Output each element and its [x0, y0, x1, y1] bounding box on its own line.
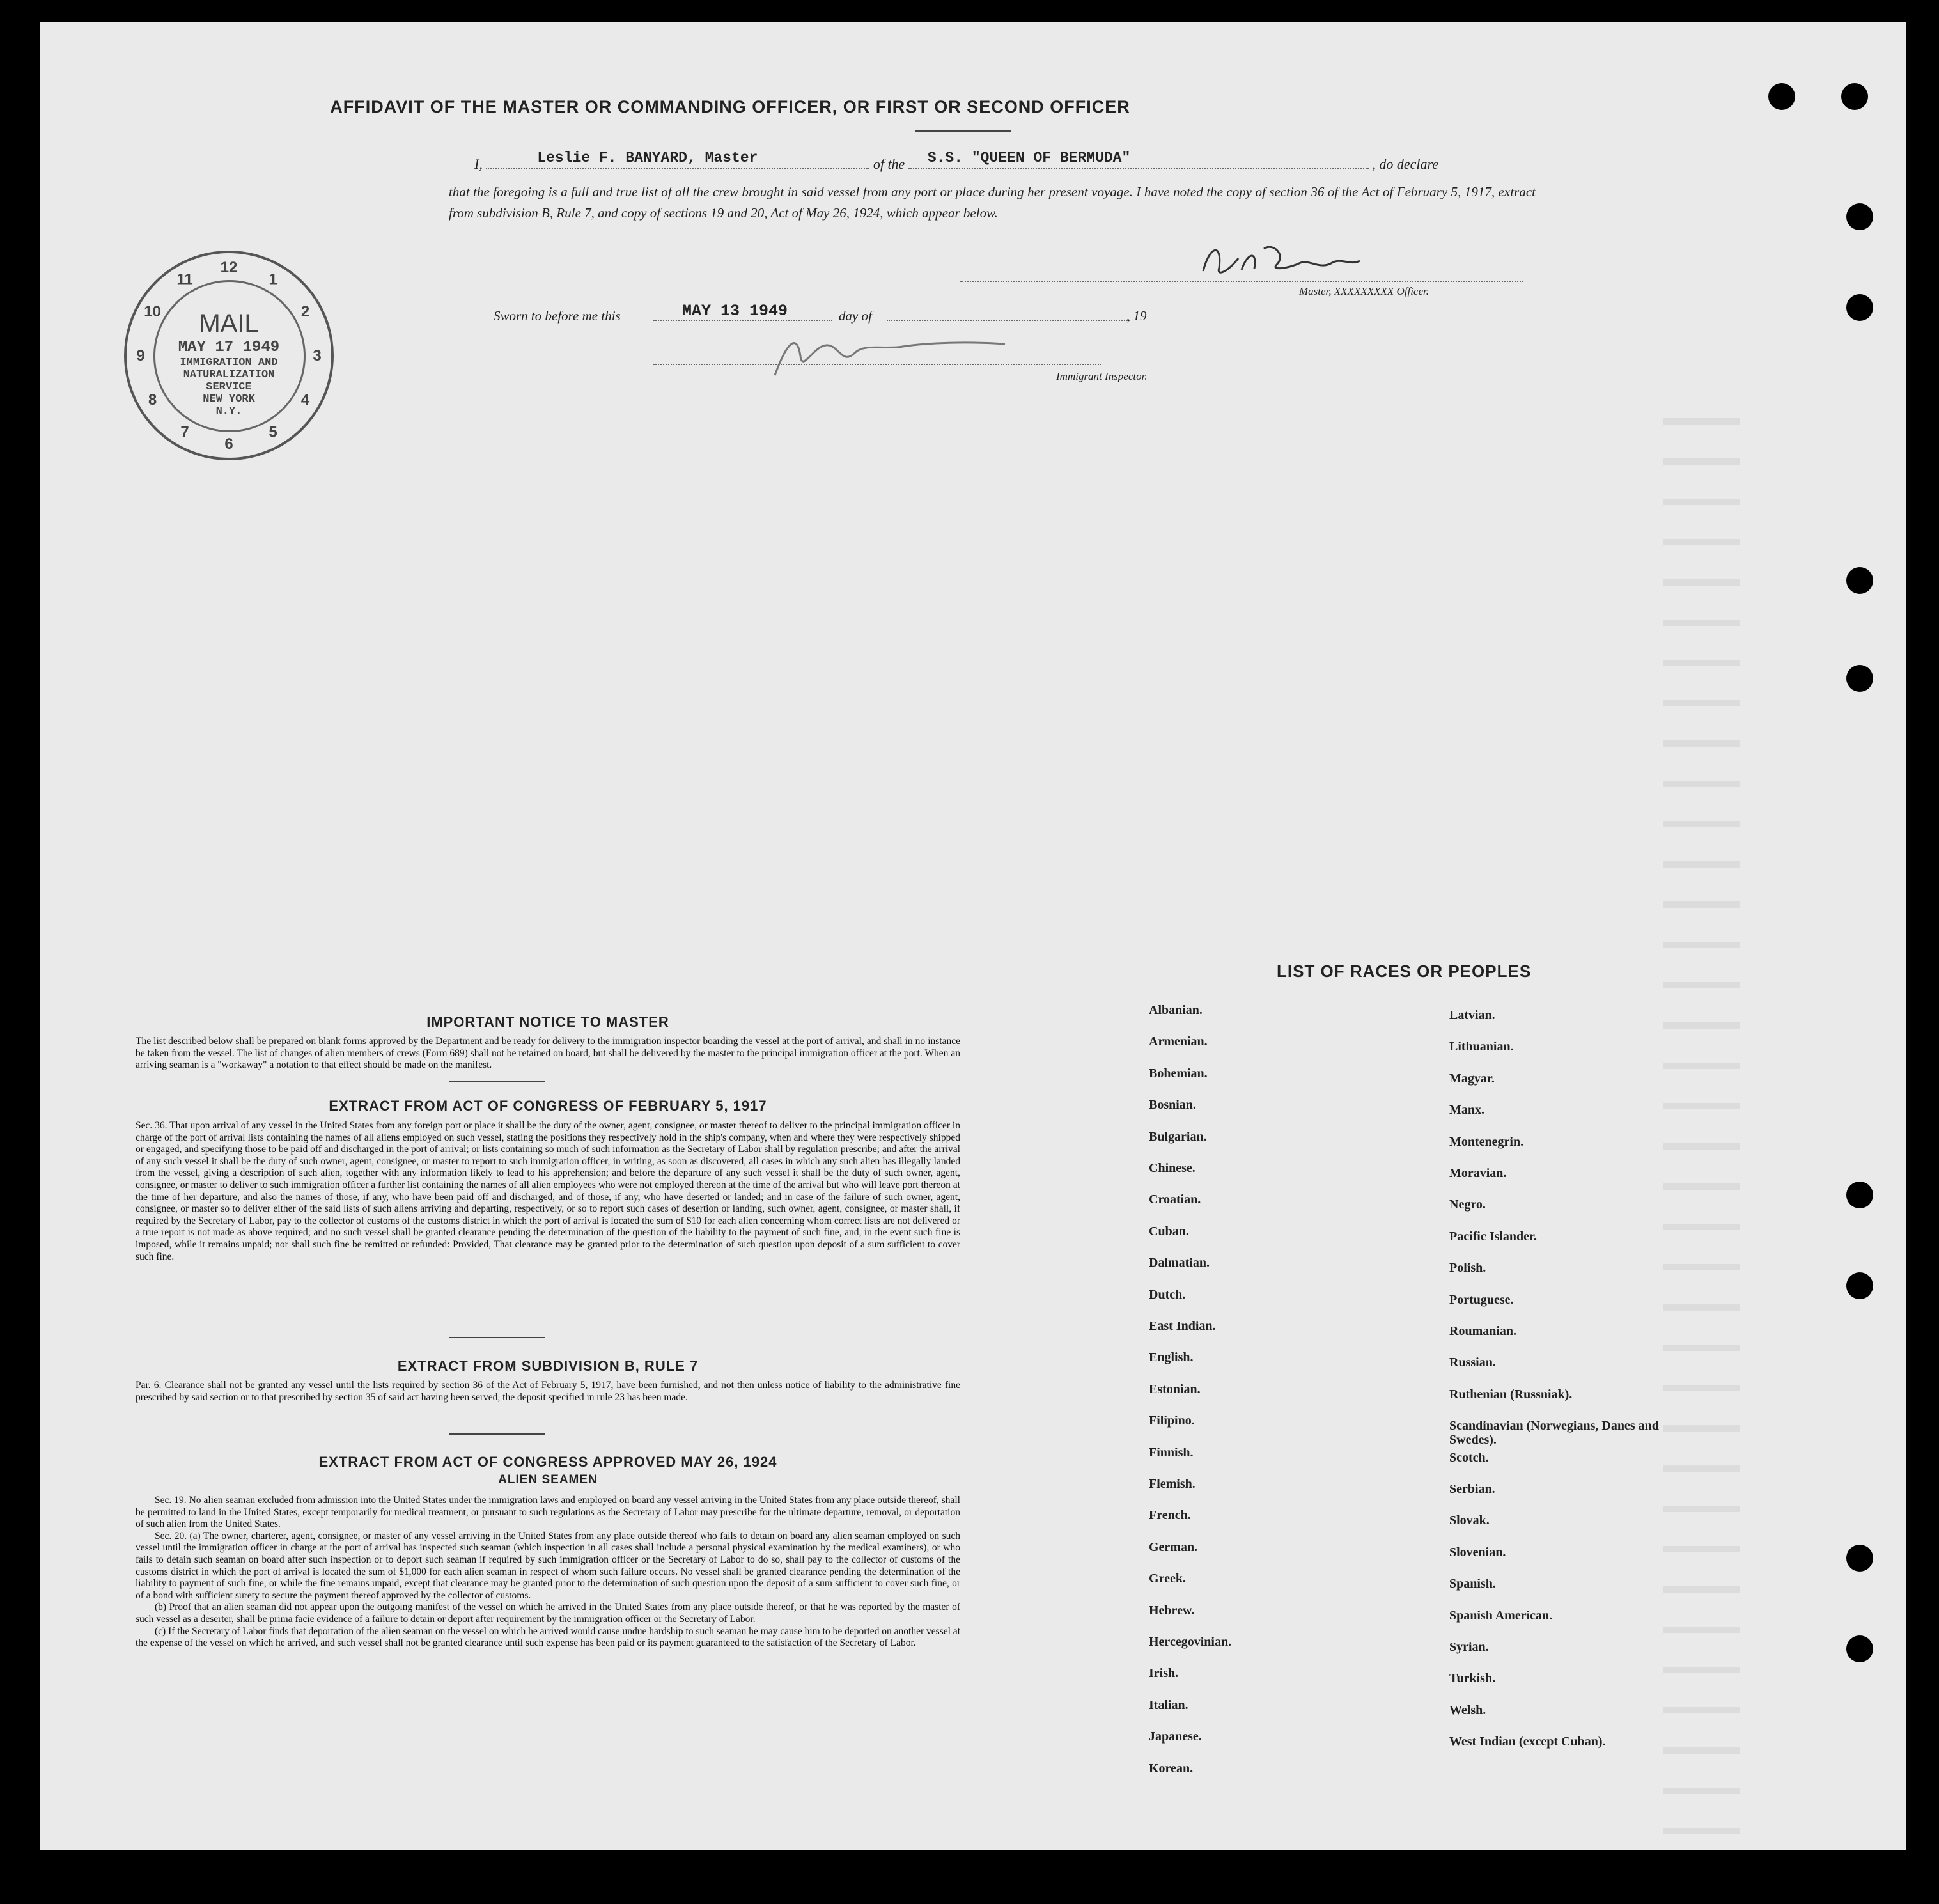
- race-item: Hebrew.: [1149, 1603, 1195, 1618]
- race-item: Negro.: [1449, 1198, 1486, 1212]
- stamp-agency: [127, 357, 331, 417]
- stamp-line-2: NATURALIZATION: [183, 369, 275, 381]
- race-item: Welsh.: [1449, 1703, 1486, 1717]
- mail-stamp: [124, 251, 334, 460]
- punch-hole: [1846, 665, 1873, 692]
- stamp-clock-number: 12: [220, 259, 238, 276]
- race-item: Finnish.: [1149, 1445, 1194, 1460]
- race-item: Korean.: [1149, 1761, 1194, 1775]
- extract-1924-sec20b: (b) Proof that an alien seaman did not appear upon the outgoing manifest of the vessel on which he arrived in the United States from any place outside thereof, or that he was reported by the master of such vessel as a deserter, shall be prima facie evidence of a failure to detain or deport after requirement by the immigration officer or the Secretary of Labor.: [136, 1602, 960, 1625]
- extract-rule7-title: EXTRACT FROM SUBDIVISION B, RULE 7: [397, 1358, 699, 1374]
- stamp-clock-number: 2: [300, 303, 310, 320]
- race-item: English.: [1149, 1350, 1194, 1365]
- bleed-mark: [1663, 1183, 1740, 1190]
- declaration-line: [474, 150, 1536, 173]
- declaration-body: that the foregoing is a full and true list of all the crew brought in said vessel from any port or place during her present voyage. I have noted the copy of section 36 of the Act of February 5, 1917, extract from subdivision B, Rule 7, and copy of sections 19 and 20, Act of May 26, 1924, which appear below.: [449, 184, 1536, 221]
- stamp-clock-number: 9: [136, 347, 145, 364]
- bleed-mark: [1663, 700, 1740, 706]
- stamp-line-3: SERVICE: [206, 381, 252, 393]
- punch-hole: [1846, 1635, 1873, 1662]
- race-item: Spanish.: [1449, 1577, 1496, 1591]
- race-item: Croatian.: [1149, 1192, 1201, 1207]
- master-name: Leslie F. BANYARD, Master: [537, 150, 758, 166]
- bleed-mark: [1663, 1345, 1740, 1351]
- bleed-mark: [1663, 418, 1740, 425]
- stamp-mail-word: MAIL: [199, 309, 259, 338]
- master-signature-scribble: [1126, 239, 1484, 284]
- sworn-date: MAY 13 1949: [682, 302, 788, 320]
- punch-hole: [1846, 203, 1873, 230]
- races-title: LIST OF RACES OR PEOPLES: [1277, 962, 1532, 981]
- race-item: Moravian.: [1449, 1166, 1507, 1180]
- divider-1: [449, 1081, 545, 1082]
- race-item: Magyar.: [1449, 1071, 1495, 1086]
- bleed-mark: [1663, 1788, 1740, 1794]
- punch-hole: [1841, 83, 1868, 110]
- race-item: East Indian.: [1149, 1319, 1216, 1333]
- race-item: Estonian.: [1149, 1382, 1201, 1396]
- race-item: Dalmatian.: [1149, 1256, 1210, 1270]
- race-item: Manx.: [1449, 1103, 1484, 1118]
- race-item: Turkish.: [1449, 1671, 1496, 1686]
- bleed-mark: [1663, 861, 1740, 868]
- sworn-label: Sworn to before me this: [494, 308, 621, 324]
- day-of-field: [887, 320, 1130, 321]
- bleed-mark: [1663, 1828, 1740, 1834]
- bleed-mark: [1663, 660, 1740, 666]
- stamp-date: MAY 17 1949: [178, 339, 280, 356]
- vessel-name-field: [908, 150, 1369, 169]
- race-item: Syrian.: [1449, 1640, 1489, 1654]
- declaration-of-the: of the: [873, 156, 905, 172]
- extract-rule7-body: Par. 6. Clearance shall not be granted any vessel until the lists required by section 36 of the Act of February 5, 1917, have been furnished, and not then unless notice of liability to the administrative fine prescribed by said section or to that prescribed by section 35 of said act having been served, the deposit specified in rule 23 has been made.: [136, 1380, 960, 1403]
- race-item: Bosnian.: [1149, 1098, 1196, 1112]
- race-item: Dutch.: [1149, 1287, 1186, 1302]
- extract-1924-subtitle: ALIEN SEAMEN: [498, 1473, 598, 1487]
- document-page: [40, 22, 1906, 1850]
- race-item: Scotch.: [1449, 1450, 1489, 1465]
- title-divider: [915, 130, 1011, 132]
- bleed-mark: [1663, 620, 1740, 626]
- race-item: Greek.: [1149, 1572, 1186, 1586]
- race-item: Bulgarian.: [1149, 1129, 1207, 1144]
- divider-2: [449, 1337, 545, 1338]
- master-signature-line: [960, 281, 1523, 282]
- extract-1917-title: EXTRACT FROM ACT OF CONGRESS OF FEBRUARY 5, 1917: [329, 1098, 767, 1114]
- race-item: Italian.: [1149, 1697, 1188, 1712]
- extract-1924-body: [136, 1495, 960, 1650]
- race-item: Slovenian.: [1449, 1545, 1506, 1559]
- master-name-field: [486, 150, 869, 169]
- extract-1924-sec20a: Sec. 20. (a) The owner, charterer, agent, consignee, or master of any vessel arriving in the United States from any place outside thereof who fails to detain on board any alien seaman employed on such vessel until the immigration officer in charge at the port of arrival has inspected such seaman (which inspection in all cases shall include a personal physical examination by the medical examiners), or who fails to detain such seaman on board after such inspection or to deport such seaman if required by such immigration officer or the Secretary of Labor to do so, shall pay to the collector of customs of the customs district in which the port of arrival is located the sum of $1,000 for each alien seaman in respect of whom such failure occurs. No vessel shall be granted clearance pending the determination of the liability to payment of such fine, or while the fine remains unpaid, except that clearance may be granted prior to the determination of such question upon the deposit of a sum sufficient to cover such fine, or of a bond with sufficient surety to secure the payment thereof approved by the collector of customs.: [136, 1530, 960, 1601]
- declaration-i-label: I,: [474, 156, 483, 172]
- race-item: Scandinavian (Norwegians, Danes and Swedes).: [1449, 1419, 1659, 1448]
- stamp-clock-number: 11: [176, 270, 193, 288]
- bleed-mark: [1663, 982, 1740, 988]
- extract-1924-title: EXTRACT FROM ACT OF CONGRESS APPROVED MAY 26, 1924: [318, 1454, 777, 1470]
- bleed-mark: [1663, 740, 1740, 747]
- bleed-mark: [1663, 1063, 1740, 1069]
- stamp-clock-number: 6: [224, 435, 233, 453]
- punch-hole: [1846, 1272, 1873, 1299]
- stamp-clock-number: 7: [180, 423, 189, 441]
- punch-hole: [1846, 1545, 1873, 1572]
- stamp-clock-number: 1: [269, 270, 277, 288]
- bleed-mark: [1663, 1627, 1740, 1633]
- extract-1924-sec19: Sec. 19. No alien seaman excluded from admission into the United States under the immigration laws and employed on board any vessel arriving in the United States from any place outside thereof, shall be permitted to land in the United States, except temporarily for medical treatment, or pursuant to such regulations as the Secretary of Labor may prescribe for the ultimate departure, removal, or deportation of such alien from the United States.: [136, 1495, 960, 1530]
- extract-1924-sec20c: (c) If the Secretary of Labor finds that deportation of the alien seaman on the vessel on which he arrived would cause undue hardship to such seaman he may cause him to be deported on another vessel at the expense of the vessel on which he arrived, and such vessel shall not be granted clearance until such expense has been paid or its payment guaranteed to the satisfaction of the Secretary of Labor.: [136, 1625, 960, 1649]
- race-item: Serbian.: [1449, 1482, 1495, 1496]
- race-item: Lithuanian.: [1449, 1040, 1514, 1054]
- inspector-signature-line: [653, 364, 1101, 365]
- race-item: Ruthenian (Russniak).: [1449, 1387, 1573, 1401]
- bleed-mark: [1663, 499, 1740, 505]
- race-item: Chinese.: [1149, 1161, 1195, 1175]
- race-item: Roumanian.: [1449, 1324, 1517, 1338]
- race-item: Russian.: [1449, 1355, 1496, 1370]
- day-of-label: day of: [839, 308, 872, 324]
- race-item: Spanish American.: [1449, 1608, 1553, 1623]
- race-item: Flemish.: [1149, 1477, 1195, 1491]
- race-item: Japanese.: [1149, 1729, 1202, 1744]
- master-caption: Master, XXXXXXXXX Officer.: [1299, 285, 1429, 297]
- bleed-mark: [1663, 579, 1740, 586]
- race-item: Filipino.: [1149, 1414, 1195, 1428]
- stamp-clock-number: 10: [144, 303, 161, 320]
- inspector-caption: Immigrant Inspector.: [1056, 370, 1148, 382]
- race-item: Cuban.: [1149, 1224, 1189, 1238]
- race-item: Hercegovinian.: [1149, 1635, 1232, 1649]
- race-item: French.: [1149, 1508, 1191, 1523]
- race-item: Armenian.: [1149, 1034, 1208, 1049]
- bleed-mark: [1663, 781, 1740, 787]
- race-item: German.: [1149, 1540, 1198, 1554]
- vessel-name: S.S. "QUEEN OF BERMUDA": [927, 150, 1131, 166]
- master-signature: [1126, 239, 1484, 284]
- notice-body: The list described below shall be prepared on blank forms approved by the Department and be ready for delivery to the immigration inspector boarding the vessel at the port of arrival, and shall in no instance be taken from the vessel. The list of changes of alien members of crews (Form 689) shall not be retained on board, but shall be delivered by the master to the principal immigration officer at the port. When an arriving seaman is a "workaway" a notation to that effect should be made on the manifest.: [136, 1036, 960, 1071]
- bleed-mark: [1663, 1506, 1740, 1512]
- race-item: Montenegrin.: [1449, 1134, 1524, 1149]
- stamp-clock-number: 3: [313, 347, 322, 364]
- notice-title: IMPORTANT NOTICE TO MASTER: [426, 1014, 669, 1030]
- extract-1917-body: Sec. 36. That upon arrival of any vessel in the United States from any foreign port or place it shall be the duty of the owner, agent, consignee, or master thereof to deliver to the principal immigration officer in charge of the port of arrival lists containing the names of all aliens employed on such vessel, stating the positions they respectively hold in the ship's company, when and where they were respectively shipped or engaged, and specifying those to be paid off and discharged in the port of arrival; or lists containing so much of such information as the Secretary of Labor shall by regulation prescribe; and after the arrival of any such vessel it shall be the duty of such owner, agent, consignee, or master to report to such immigration officer, in writing, as soon as discovered, all cases in which any such alien has illegally landed from the vessel, giving a description of such alien, together with any information likely to lead to his apprehension; and before the departure of any such vessel it shall be the duty of such owner, agent, consignee, or master to deliver to such immigration officer a further list containing the names of all alien employees who were not employed thereon at the time of the arrival but who will leave port thereon at the time of her departure, and also the names of those, if any, who have been paid off and discharged, and of those, if any, who have deserted or landed; and in case of the failure of such owner, agent, consignee, or master so to deliver either of the said lists of such aliens arriving and departing, respectively, or so to report such cases of desertion or landing, such owner, agent, consignee, or master shall, if required by the Secretary of Labor, pay to the collector of customs of the customs district in which the port of arrival is located the sum of $10 for each alien concerning whom correct lists are not delivered or a true report is not made as above required; and no such vessel shall be granted clearance pending the determination of the question of the liability to the payment of such fine, and, in the event such fine is imposed, while it remains unpaid; nor shall such fine be remitted or refunded: Provided, That clearance may be granted prior to the determination of such question upon deposit of a sum sufficient to cover such fine.: [136, 1120, 960, 1262]
- bleed-mark: [1663, 821, 1740, 827]
- race-item: Pacific Islander.: [1449, 1229, 1538, 1244]
- stamp-line-5: N.Y.: [215, 405, 242, 417]
- stamp-line-4: NEW YORK: [203, 393, 255, 405]
- bleed-mark: [1663, 1465, 1740, 1472]
- divider-3: [449, 1433, 545, 1435]
- stamp-line-1: IMMIGRATION AND: [180, 357, 278, 369]
- inspector-signature: [736, 327, 1069, 385]
- race-item: West Indian (except Cuban).: [1449, 1735, 1606, 1749]
- declaration-do-declare: , do declare: [1372, 156, 1438, 172]
- stamp-clock-number: 5: [269, 423, 277, 441]
- punch-hole: [1846, 1182, 1873, 1208]
- stamp-clock-number: 4: [300, 391, 310, 409]
- punch-hole: [1846, 294, 1873, 321]
- bleed-mark: [1663, 458, 1740, 465]
- race-item: Polish.: [1449, 1261, 1486, 1276]
- year-prefix: , 19: [1126, 308, 1147, 324]
- punch-hole: [1846, 567, 1873, 594]
- bleed-mark: [1663, 901, 1740, 908]
- race-item: Bohemian.: [1149, 1066, 1208, 1081]
- bleed-mark: [1663, 1022, 1740, 1029]
- stamp-clock-number: 8: [148, 391, 157, 409]
- race-item: Portuguese.: [1449, 1292, 1514, 1307]
- bleed-mark: [1663, 942, 1740, 948]
- race-item: Latvian.: [1449, 1008, 1495, 1022]
- bleed-mark: [1663, 539, 1740, 545]
- race-item: Irish.: [1149, 1666, 1179, 1681]
- race-item: Albanian.: [1149, 1003, 1203, 1017]
- punch-hole: [1768, 83, 1795, 110]
- race-item: Slovak.: [1449, 1513, 1490, 1528]
- affidavit-title: AFFIDAVIT OF THE MASTER OR COMMANDING OFFICER, OR FIRST OR SECOND OFFICER: [330, 97, 1130, 116]
